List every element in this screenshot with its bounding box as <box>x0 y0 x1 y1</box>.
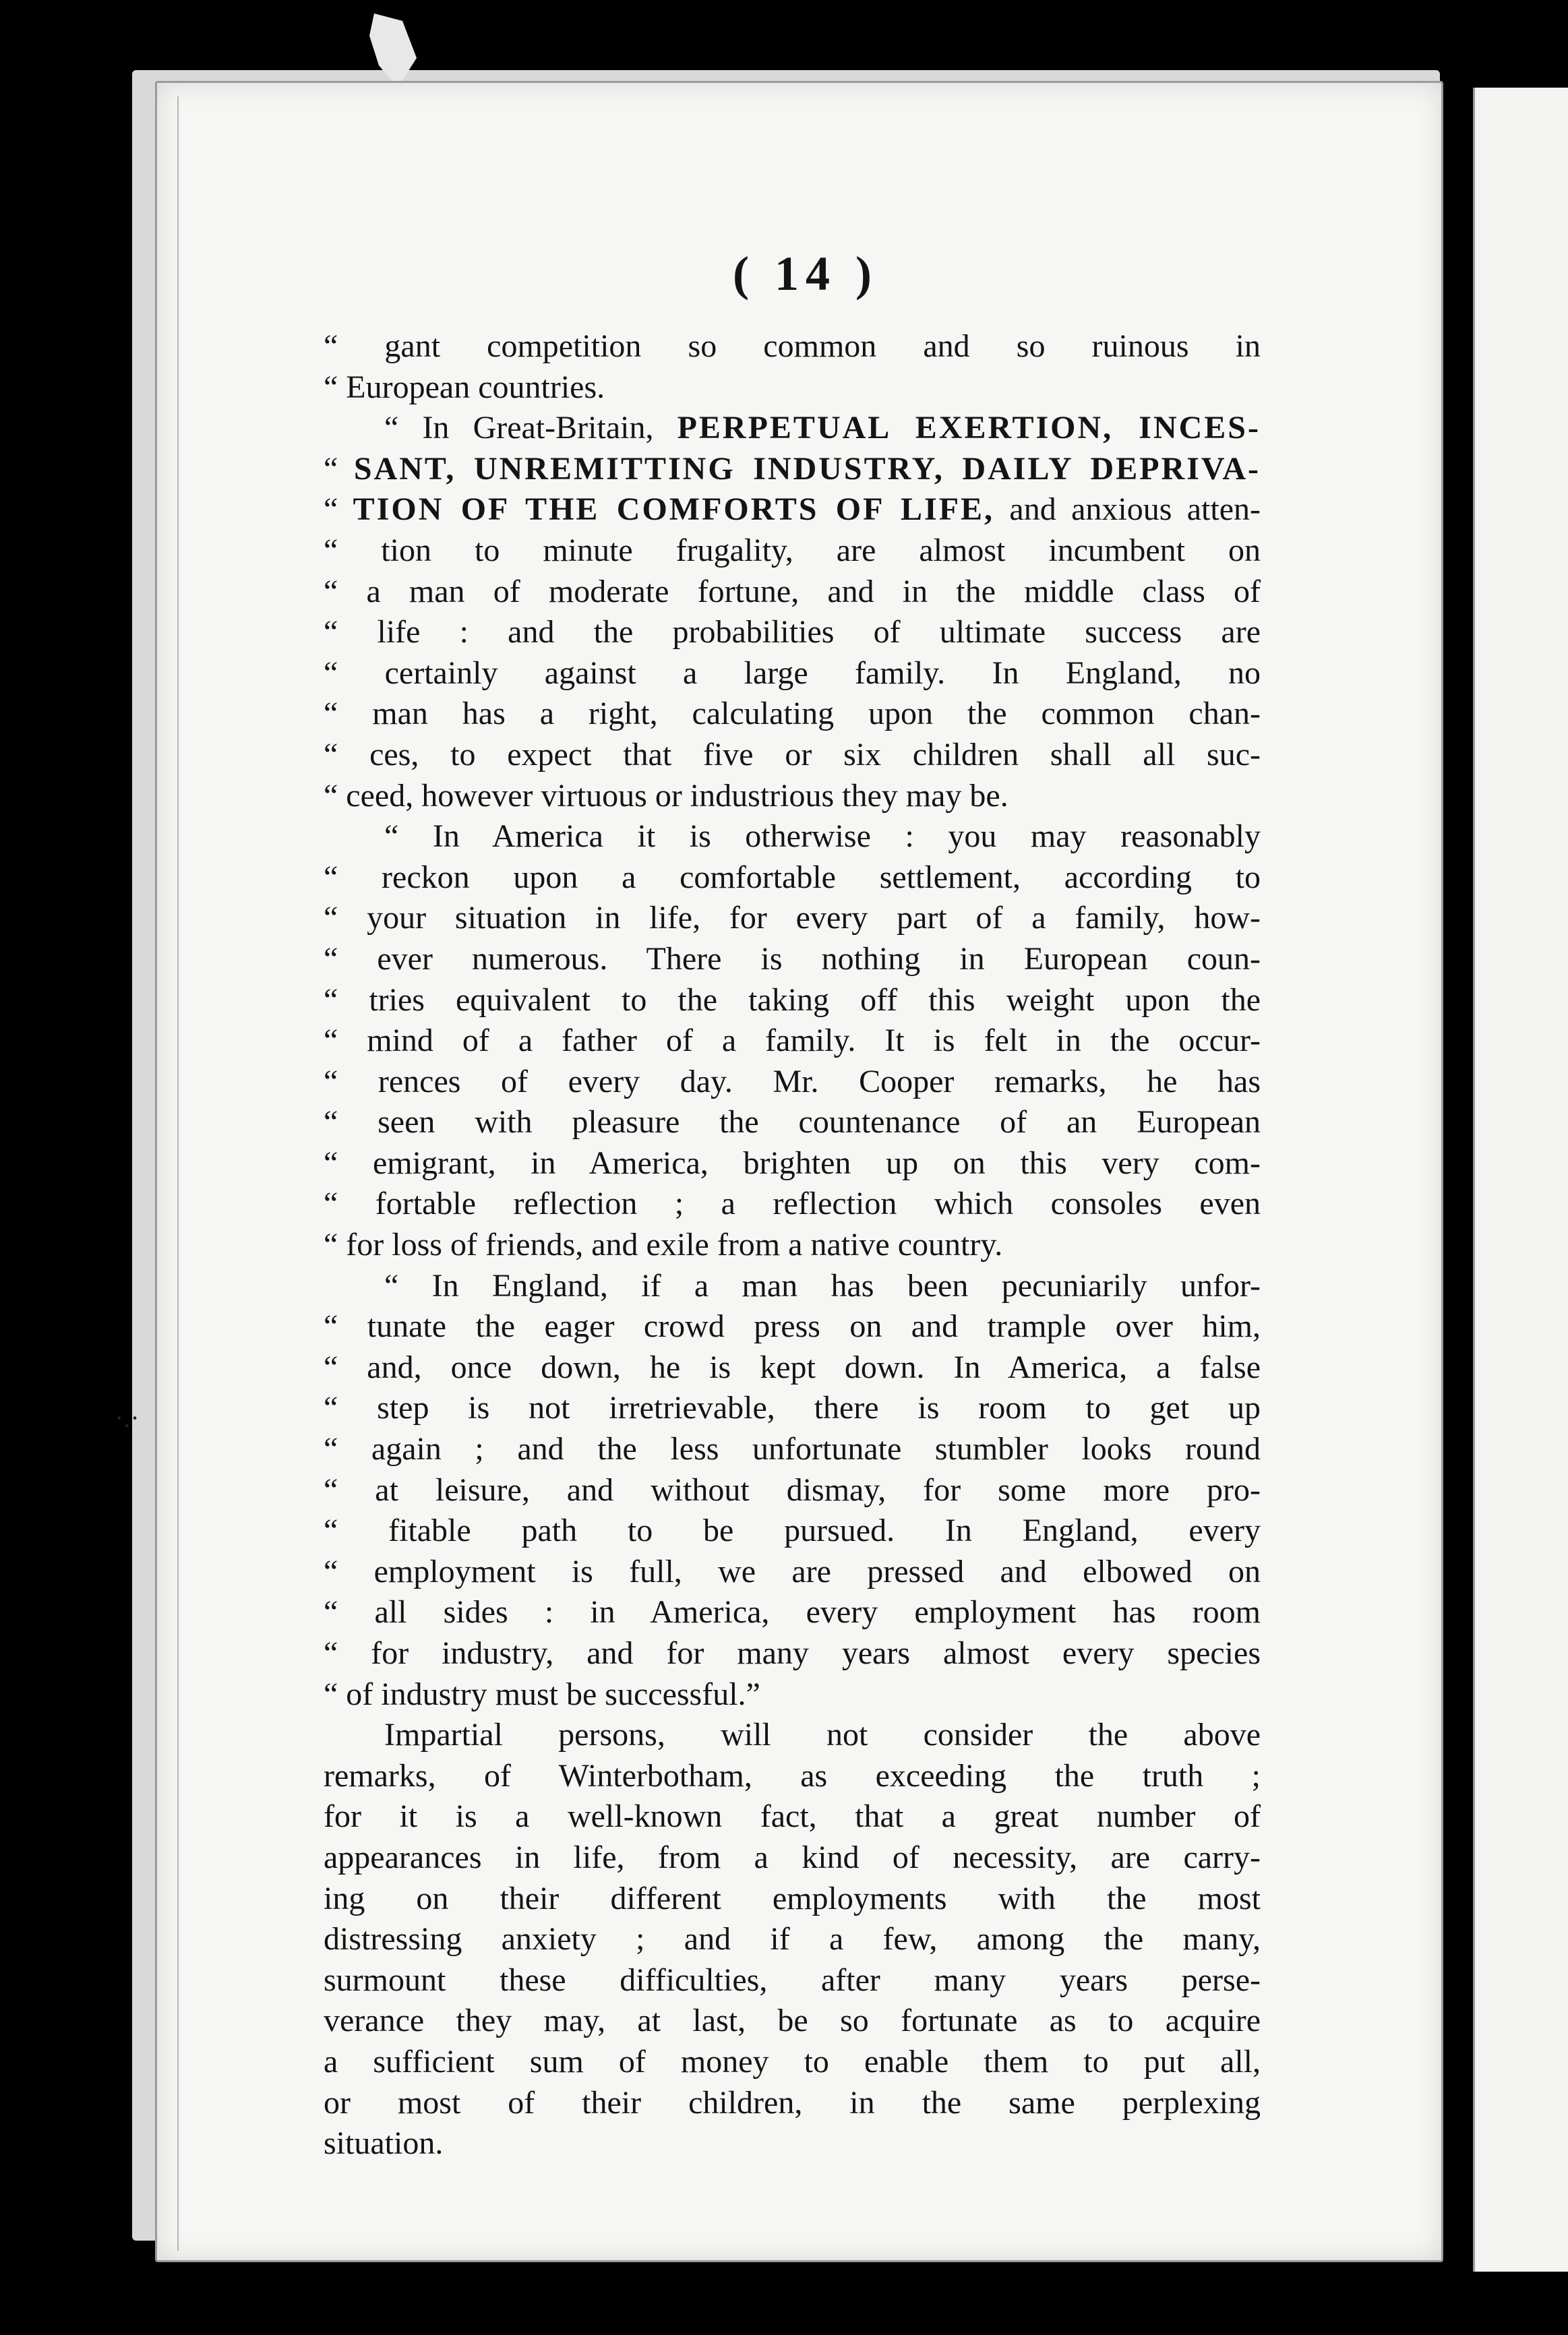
text-line <box>324 694 1261 735</box>
text-segment: “ seen with pleasure the countenance of an European <box>324 1104 1261 1141</box>
text-line <box>324 1062 1261 1103</box>
text-segment: “ In Great-Britain, <box>384 410 677 446</box>
text-segment: ing on their different employments with the most <box>324 1880 1261 1916</box>
text-segment: “ gant competition so common and so ruinous in <box>324 328 1261 364</box>
text-segment: “ life : and the probabilities of ultimate success are <box>324 614 1261 650</box>
page-text-block <box>324 246 1261 2164</box>
text-segment: “ mind of a father of a family. It is felt in the occur- <box>324 1023 1261 1059</box>
text-line <box>324 1879 1261 1920</box>
text-segment: “ for loss of friends, and exile from a native country. <box>324 1227 1003 1263</box>
emphasis-text: SANT, UNREMITTING INDUSTRY, DAILY DEPRIVA- <box>353 450 1261 487</box>
text-line <box>324 530 1261 572</box>
text-line <box>324 1960 1261 2001</box>
text-segment: “ rences of every day. Mr. Cooper remarks, he has <box>324 1063 1261 1099</box>
text-line <box>324 1347 1261 1389</box>
text-segment: “ <box>324 450 354 487</box>
text-line <box>324 612 1261 653</box>
text-segment: “ and, once down, he is kept down. In America, a false <box>324 1349 1261 1385</box>
text-segment: “ man has a right, calculating upon the common chan- <box>324 696 1261 732</box>
text-segment: distressing anxiety ; and if a few, among the many, <box>324 1921 1261 1958</box>
text-line <box>324 1225 1261 1266</box>
text-line <box>324 898 1261 939</box>
text-line <box>324 1552 1261 1593</box>
text-segment: a sufficient sum of money to enable them to put all, <box>324 2043 1261 2080</box>
text-line <box>324 857 1261 899</box>
text-segment: “ fortable reflection ; a reflection which consoles even <box>324 1186 1261 1222</box>
text-line <box>324 1306 1261 1347</box>
text-segment: “ reckon upon a comfortable settlement, according to <box>324 859 1261 895</box>
text-line <box>324 2042 1261 2083</box>
text-segment: “ <box>324 491 353 528</box>
text-segment: verance they may, at last, be so fortunate as to acquire <box>324 2003 1261 2039</box>
text-segment: “ of industry must be successful.” <box>324 1676 760 1712</box>
text-line <box>324 1266 1261 1307</box>
text-line <box>324 367 1261 408</box>
text-line <box>324 1674 1261 1716</box>
text-segment: Impartial persons, will not consider the above <box>384 1717 1261 1753</box>
text-segment: “ for industry, and for many years almost every species <box>324 1635 1261 1671</box>
text-line <box>324 1511 1261 1552</box>
text-segment: or most of their children, in the same perplexing <box>324 2084 1261 2121</box>
text-segment: “ tries equivalent to the taking off this weight upon the <box>324 981 1261 1018</box>
text-segment: “ a man of moderate fortune, and in the middle class of <box>324 573 1261 609</box>
text-segment: “ employment is full, we are pressed and elbowed on <box>324 1553 1261 1589</box>
text-line <box>324 735 1261 776</box>
text-line <box>324 2123 1261 2164</box>
text-segment: appearances in life, from a kind of necessity, are carry- <box>324 1839 1261 1875</box>
margin-mark: ·.· <box>115 1403 140 1433</box>
text-segment: “ certainly against a large family. In England, no <box>324 655 1261 691</box>
text-segment: “ again ; and the less unfortunate stumbler looks round <box>324 1431 1261 1467</box>
text-segment: “ all sides : in America, every employment has room <box>324 1594 1261 1631</box>
text-line <box>324 1429 1261 1470</box>
text-segment: “ fitable path to be pursued. In England, every <box>324 1513 1261 1549</box>
text-line <box>324 1796 1261 1838</box>
text-line <box>324 776 1261 817</box>
text-line <box>324 408 1261 449</box>
emphasis-text: PERPETUAL EXERTION, INCES- <box>677 410 1261 446</box>
text-line <box>324 816 1261 857</box>
text-line <box>324 489 1261 530</box>
text-segment: “ ever numerous. There is nothing in European coun- <box>324 940 1261 977</box>
text-line <box>324 1143 1261 1184</box>
text-segment: surmount these difficulties, after many years perse- <box>324 1962 1261 1998</box>
text-segment: “ tunate the eager crowd press on and trample over him, <box>324 1308 1261 1345</box>
text-line <box>324 1592 1261 1633</box>
text-line <box>324 1184 1261 1225</box>
text-line <box>324 653 1261 694</box>
text-segment: “ In America it is otherwise : you may reasonably <box>384 818 1261 855</box>
text-segment: remarks, of Winterbotham, as exceeding the truth ; <box>324 1757 1261 1794</box>
text-line <box>324 1919 1261 1960</box>
text-segment: “ ceed, however virtuous or industrious they may be. <box>324 777 1008 814</box>
text-segment: “ ces, to expect that five or six children shall all suc- <box>324 736 1261 772</box>
text-line <box>324 1633 1261 1674</box>
text-segment: “ step is not irretrievable, there is room to get up <box>324 1390 1261 1426</box>
text-lines <box>324 326 1261 2164</box>
text-line <box>324 2001 1261 2042</box>
text-line <box>324 1388 1261 1429</box>
emphasis-text: TION OF THE COMFORTS OF LIFE, <box>353 491 995 528</box>
text-segment: “ emigrant, in America, brighten up on this very com- <box>324 1145 1261 1181</box>
text-line <box>324 1756 1261 1797</box>
text-segment: “ European countries. <box>324 369 605 405</box>
text-segment: “ at leisure, and without dismay, for some more pro- <box>324 1472 1261 1508</box>
page-number: ( 14 ) <box>733 247 878 301</box>
text-segment: situation. <box>324 2125 444 2162</box>
text-line <box>324 1715 1261 1756</box>
text-line <box>324 1102 1261 1143</box>
text-line <box>324 1470 1261 1511</box>
text-line <box>324 572 1261 613</box>
text-line <box>324 449 1261 490</box>
text-segment: “ In England, if a man has been pecuniarily unfor- <box>384 1267 1261 1304</box>
text-segment: and anxious atten- <box>994 491 1261 528</box>
text-line <box>324 1838 1261 1879</box>
text-segment: for it is a well-known fact, that a great number of <box>324 1798 1261 1835</box>
text-segment: “ tion to minute frugality, are almost incumbent on <box>324 532 1261 568</box>
text-line <box>324 2083 1261 2124</box>
text-line <box>324 980 1261 1021</box>
text-segment: “ your situation in life, for every part of a family, how- <box>324 900 1261 936</box>
text-line <box>324 326 1261 367</box>
text-line <box>324 1021 1261 1062</box>
facing-page-edge <box>1473 88 1568 2272</box>
text-line <box>324 939 1261 980</box>
